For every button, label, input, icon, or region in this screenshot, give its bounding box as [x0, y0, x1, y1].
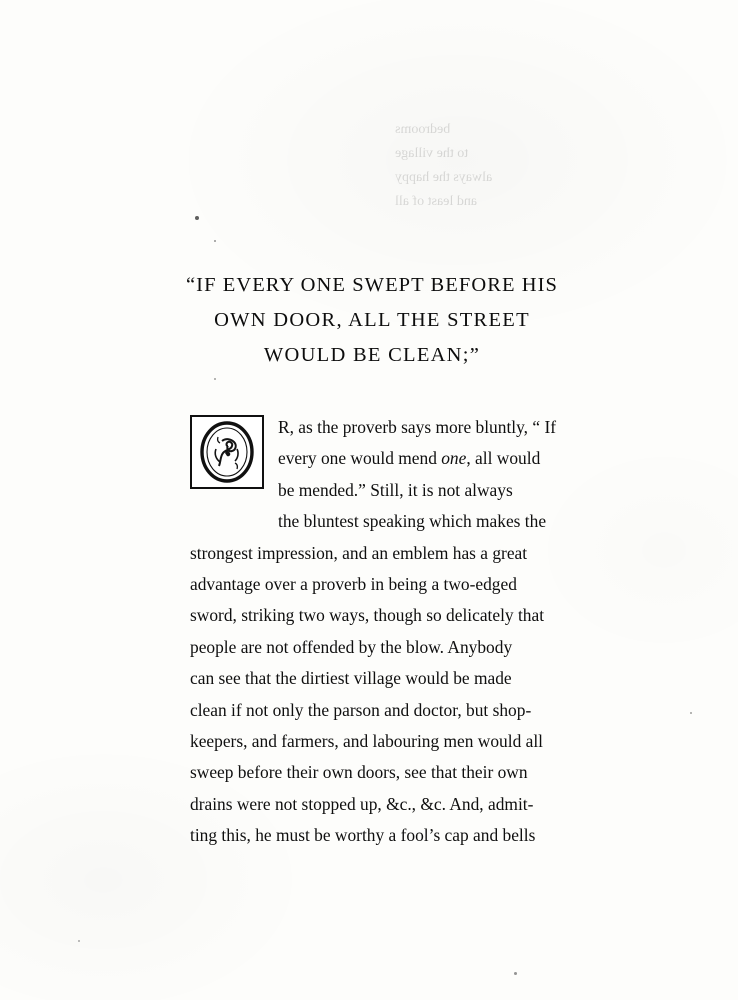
body-line-11: keepers, and farmers, and labouring men would all: [190, 731, 544, 752]
body-text: [190, 412, 633, 852]
page-title-line-3: WOULD BE CLEAN;”: [263, 344, 481, 366]
show-through-line-4: and least of all: [395, 194, 478, 209]
body-line-14: ting this, he must be worthy a fool’s cap and bells: [190, 825, 536, 846]
show-through-line-1: bedrooms: [395, 122, 451, 137]
body-line-8: people are not offended by the blow. Anybody: [190, 636, 513, 657]
paper-speck: [214, 240, 216, 242]
page-title-line-2: OWN DOOR, ALL THE STREET: [214, 309, 530, 331]
body-line-5: strongest impression, and an emblem has a great: [190, 542, 528, 563]
page-title-line-1: “IF EVERY ONE SWEPT BEFORE HIS: [186, 274, 558, 296]
page-title: [118, 268, 626, 373]
body-line-10: clean if not only the parson and doctor, but shop-: [190, 699, 532, 720]
show-through-line-3: always the happy: [395, 170, 493, 185]
body-line-4: the bluntest speaking which makes the: [278, 511, 547, 532]
paper-speck: [514, 972, 517, 975]
body-line-13: drains were not stopped up, &c., &c. And, admit-: [190, 793, 534, 814]
body-line-9: can see that the dirtiest village would be made: [190, 668, 512, 689]
body-line-2: every one would mend one, all would: [278, 448, 541, 469]
paper-speck: [195, 216, 199, 220]
body-line-1: R, as the proverb says more bluntly, “ If: [278, 417, 557, 437]
show-through-text: [395, 118, 610, 214]
body-line-7: sword, striking two ways, though so delicately that: [190, 605, 545, 626]
body-line-12: sweep before their own doors, see that their own: [190, 762, 528, 783]
paper-speck: [214, 378, 216, 380]
paper-speck: [78, 940, 80, 942]
body-line-6: advantage over a proverb in being a two-edged: [190, 574, 517, 595]
paper-speck: [690, 712, 692, 714]
body-line-3: be mended.” Still, it is not always: [278, 479, 513, 500]
paragraph-1: [190, 412, 633, 852]
italic-word: one: [441, 448, 467, 469]
show-through-line-2: to the village: [395, 146, 469, 161]
